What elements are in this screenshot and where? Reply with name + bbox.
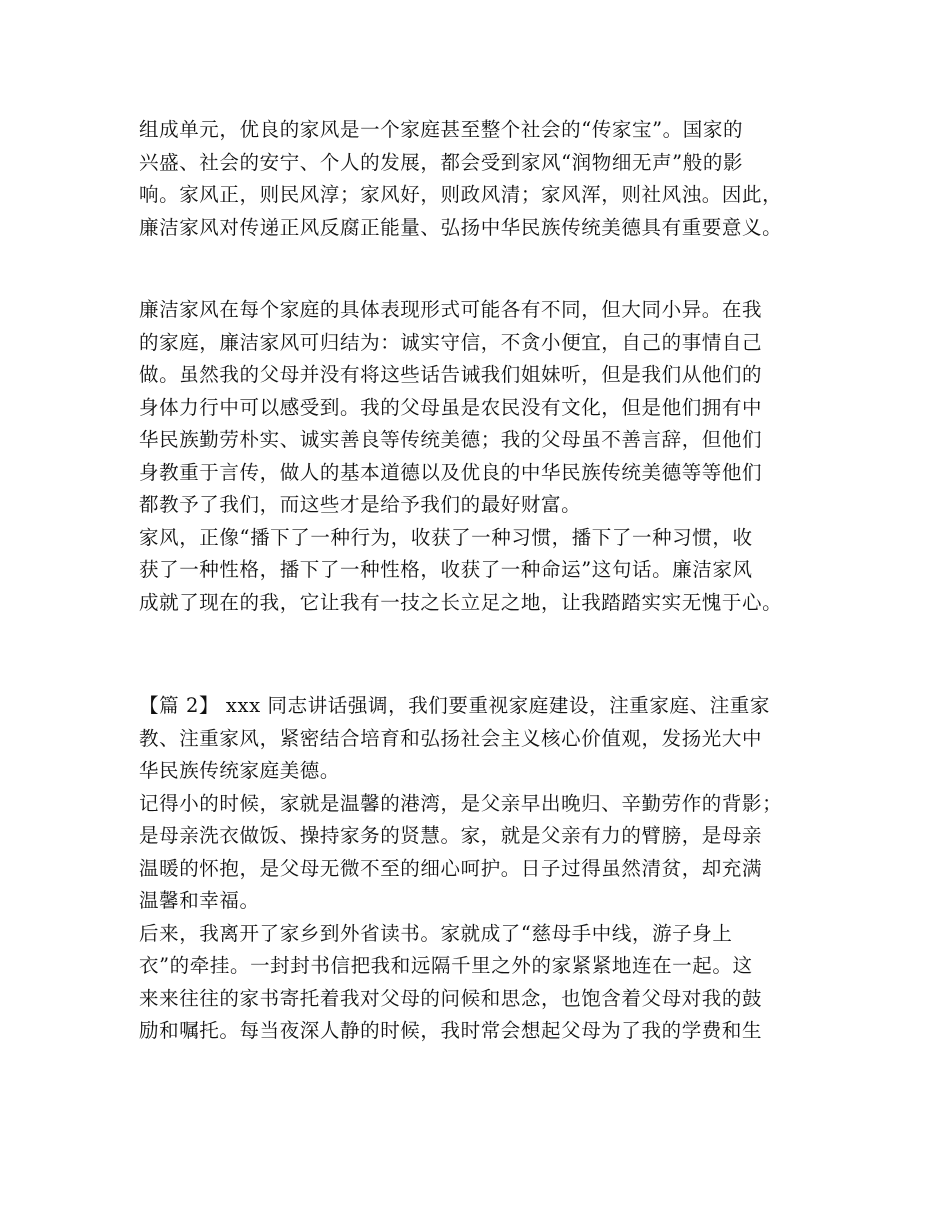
paragraph-block-3 bbox=[139, 690, 839, 1048]
text-line: 身教重于言传，做人的基本道德以及优良的中华民族传统美德等等他们 bbox=[139, 460, 763, 484]
text-line: 身体力行中可以感受到。我的父母虽是农民没有文化，但是他们拥有中 bbox=[139, 395, 763, 419]
text-line: 来来往往的家书寄托着我对父母的问候和思念，也饱含着父母对我的鼓 bbox=[139, 986, 763, 1010]
text-line: 响。家风正，则民风淳；家风好，则政风清；家风浑，则社风浊。因此， bbox=[139, 183, 783, 206]
text-line: 华民族勤劳朴实、诚实善良等传统美德；我的父母虽不善言辞，但他们 bbox=[139, 428, 763, 451]
text-line: 温馨和幸福。 bbox=[139, 889, 260, 912]
text-line: 是母亲洗衣做饭、操持家务的贤慧。家，就是父亲有力的臂膀，是母亲 bbox=[139, 824, 763, 847]
text-line: 记得小的时候，家就是温馨的港湾，是父亲早出晚归、辛勤劳作的背影； bbox=[139, 791, 783, 815]
text-line: 获了一种性格，播下了一种性格，收获了一种命运”这句话。廉洁家风 bbox=[139, 558, 753, 581]
paragraph-block-1 bbox=[139, 114, 839, 244]
text-line: 家风，正像“播下了一种行为，收获了一种习惯，播下了一种习惯，收 bbox=[139, 525, 753, 549]
text-line: 励和嘱托。每当夜深人静的时候，我时常会想起父母为了我的学费和生 bbox=[139, 1019, 763, 1042]
section-heading-line: 【篇 2】 xxx 同志讲话强调，我们要重视家庭建设，注重家庭、注重家 bbox=[139, 694, 770, 717]
paragraph-block-2 bbox=[139, 294, 839, 619]
text-line: 组成单元，优良的家风是一个家庭甚至整个社会的“传家宝”。国家的 bbox=[139, 118, 744, 141]
text-line: 成就了现在的我，它让我有一技之长立足之地，让我踏踏实实无愧于心。 bbox=[139, 590, 783, 614]
text-line: 廉洁家风对传递正风反腐正能量、弘扬中华民族传统美德具有重要意义。 bbox=[139, 215, 783, 239]
text-line: 兴盛、社会的安宁、个人的发展，都会受到家风“润物细无声”般的影 bbox=[139, 150, 744, 174]
text-line: 温暖的怀抱，是父母无微不至的细心呵护。日子过得虽然清贫，却充满 bbox=[139, 856, 763, 880]
text-line: 做。虽然我的父母并没有将这些话告诫我们姐妹听，但是我们从他们的 bbox=[139, 363, 763, 386]
text-line: 廉洁家风在每个家庭的具体表现形式可能各有不同，但大同小异。在我 bbox=[139, 298, 763, 321]
text-line: 都教予了我们，而这些才是给予我们的最好财富。 bbox=[139, 493, 582, 516]
text-line: 后来，我离开了家乡到外省读书。家就成了“慈母手中线，游子身上 bbox=[139, 921, 733, 945]
text-line: 华民族传统家庭美德。 bbox=[139, 759, 341, 782]
text-line: 衣”的牵挂。一封封书信把我和远隔千里之外的家紧紧地连在一起。这 bbox=[139, 954, 753, 977]
text-line: 的家庭，廉洁家风可归结为：诚实守信，不贪小便宜，自己的事情自己 bbox=[139, 330, 763, 354]
text-line: 教、注重家风，紧密结合培育和弘扬社会主义核心价值观，发扬光大中 bbox=[139, 726, 763, 750]
